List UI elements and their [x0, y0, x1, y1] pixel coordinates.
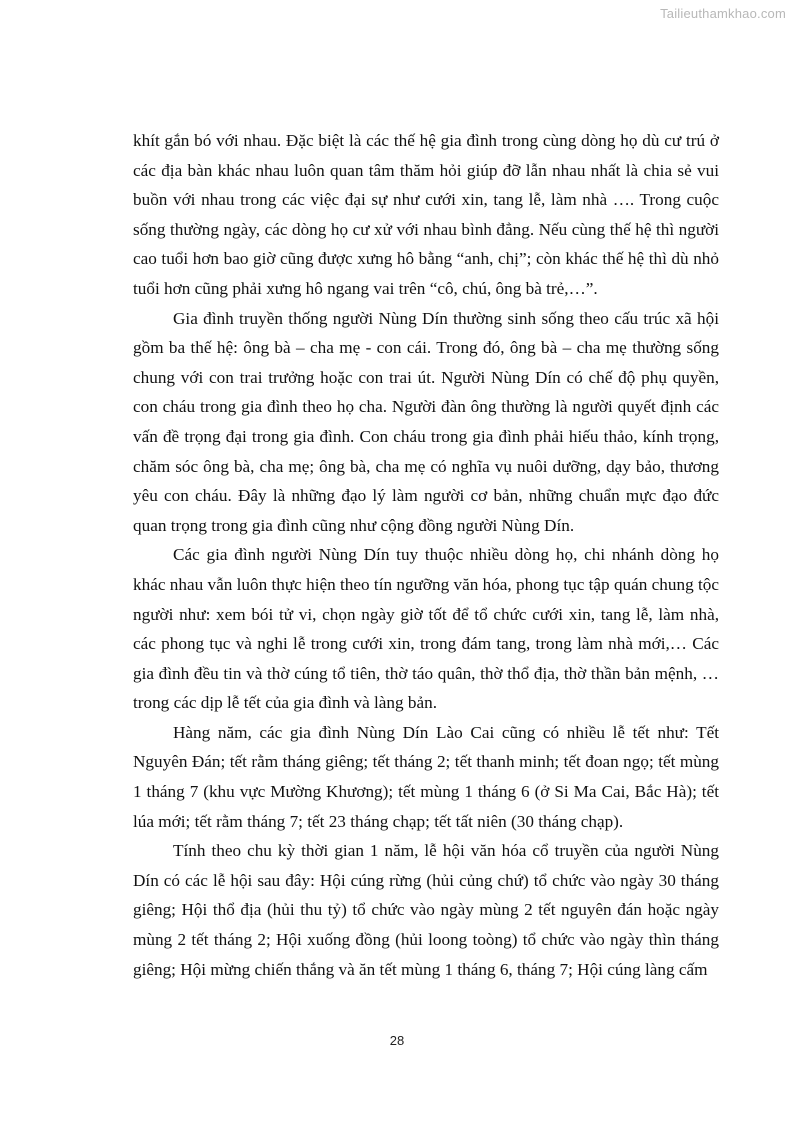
- paragraph-5: Tính theo chu kỳ thời gian 1 năm, lễ hội văn hóa cổ truyền của người Nùng Dín có các lễ hội sau đây: Hội cúng rừng (hủi củng chứ) tổ chức vào ngày 30 tháng giêng; Hội thổ địa (hủi thu tỷ) tổ chức vào ngày mùng 2 tết nguyên đán hoặc ngày mùng 2 tết tháng 2; Hội xuống đồng (hủi loong toòng) tổ chức vào ngày thìn tháng giêng; Hội mừng chiến thắng và ăn tết mùng 1 tháng 6, tháng 7; Hội cúng làng cấm: [133, 841, 719, 979]
- watermark: Tailieuthamkhao.com: [660, 6, 786, 21]
- paragraph-3: Các gia đình người Nùng Dín tuy thuộc nhiều dòng họ, chi nhánh dòng họ khác nhau vẫn luôn thực hiện theo tín ngưỡng văn hóa, phong tục tập quán chung tộc người như: xem bói tử vi, chọn ngày giờ tốt để tổ chức cưới xin, tang lễ, làm nhà, các phong tục và nghi lễ trong cưới xin, trong đám tang, trong làm nhà mới,… Các gia đình đều tin và thờ cúng tổ tiên, thờ táo quân, thờ thổ địa, thờ thần bản mệnh, … trong các dịp lễ tết của gia đình và làng bản.: [133, 545, 719, 713]
- paragraph-1: khít gắn bó với nhau. Đặc biệt là các thế hệ gia đình trong cùng dòng họ dù cư trú ở các địa bàn khác nhau luôn quan tâm thăm hỏi giúp đỡ lẫn nhau nhất là chia sẻ vui buồn với nhau trong các việc đại sự như cưới xin, tang lễ, làm nhà …. Trong cuộc sống thường ngày, các dòng họ cư xử với nhau bình đẳng. Nếu cùng thế hệ thì người cao tuổi hơn bao giờ cũng được xưng hô bằng “anh, chị”; còn khác thế hệ thì dù nhỏ tuổi hơn cũng phải xưng hô ngang vai trên “cô, chú, ông bà trẻ,…”.: [133, 131, 719, 298]
- paragraph-2: Gia đình truyền thống người Nùng Dín thường sinh sống theo cấu trúc xã hội gồm ba thế hệ: ông bà – cha mẹ - con cái. Trong đó, ông bà – cha mẹ thường sống chung với con trai trưởng hoặc con trai út. Người Nùng Dín có chế độ phụ quyền, con cháu trong gia đình theo họ cha. Người đàn ông thường là người quyết định các vấn đề trọng đại trong gia đình. Con cháu trong gia đình phải hiếu thảo, kính trọng, chăm sóc ông bà, cha mẹ; ông bà, cha mẹ có nghĩa vụ nuôi dưỡng, dạy bảo, thương yêu con cháu. Đây là những đạo lý làm người cơ bản, những chuẩn mực đạo đức quan trọng trong gia đình cũng như cộng đồng người Nùng Dín.: [133, 308, 719, 535]
- body-text: [133, 126, 719, 984]
- paragraph-4: Hàng năm, các gia đình Nùng Dín Lào Cai cũng có nhiều lễ tết như: Tết Nguyên Đán; tết rằm tháng giêng; tết tháng 2; tết thanh minh; tết đoan ngọ; tết mùng 1 tháng 7 (khu vực Mường Khương); tết mùng 1 tháng 6 (ở Si Ma Cai, Bắc Hà); tết lúa mới; tết rằm tháng 7; tết 23 tháng chạp; tết tất niên (30 tháng chạp).: [133, 722, 719, 831]
- page-number: 28: [389, 1033, 405, 1048]
